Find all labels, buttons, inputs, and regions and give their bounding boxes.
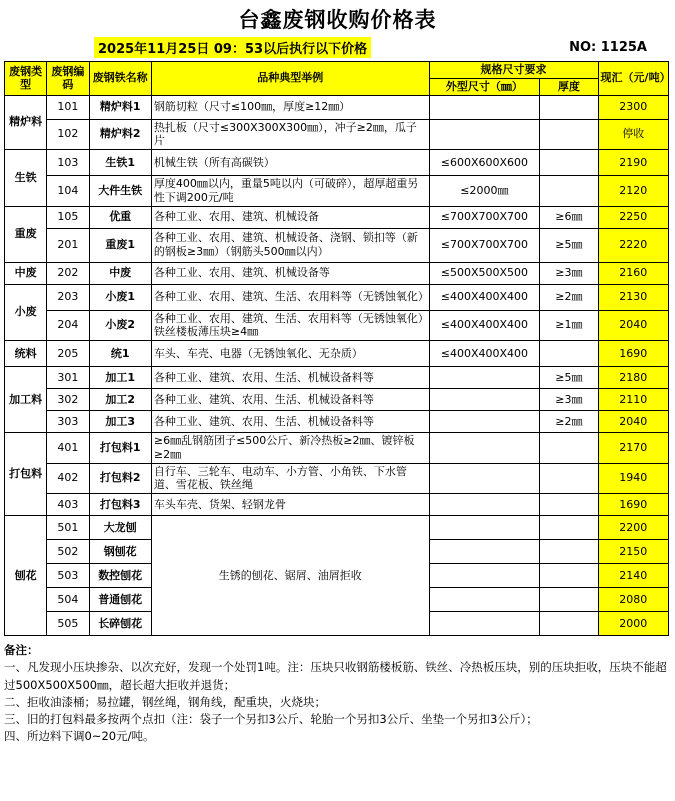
cell-outer-size: [429, 564, 540, 588]
cell-price: 2250: [598, 206, 668, 228]
date-bar: [0, 37, 675, 61]
price-table: [4, 61, 669, 636]
table-row: [5, 206, 669, 228]
note-item: 三、旧的打包料最多按两个点扣（注：袋子一个另扣3公斤、轮胎一个另扣3公斤、坐垫一个另扣3公斤）；: [4, 712, 538, 726]
cell-price: 2040: [598, 411, 668, 433]
header-name: 废钢铁名称: [89, 62, 151, 96]
cell-example: 钢筋切粒（尺寸≤100㎜，厚度≥12㎜）: [151, 95, 429, 119]
cell-code: 402: [47, 463, 89, 494]
notes-label: 备注：: [4, 643, 39, 657]
cell-price: 2300: [598, 95, 668, 119]
cell-outer-size: ≤400X400X400: [429, 310, 540, 341]
cell-price: 2220: [598, 228, 668, 262]
cell-category: 小废: [5, 284, 47, 341]
cell-category: 生铁: [5, 150, 47, 207]
cell-price: 2140: [598, 564, 668, 588]
cell-thickness: [540, 540, 598, 564]
table-row: [5, 463, 669, 494]
cell-code: 202: [47, 262, 89, 284]
table-row: [5, 310, 669, 341]
cell-name: 加工3: [89, 411, 151, 433]
table-row: [5, 119, 669, 150]
cell-thickness: ≥3㎜: [540, 389, 598, 411]
cell-name: 小废2: [89, 310, 151, 341]
cell-name: 加工1: [89, 367, 151, 389]
cell-code: 302: [47, 389, 89, 411]
cell-example: ≥6㎜乱钢筋团子≤500公斤、新冷热板≥2㎜、镀锌板≥2㎜: [151, 433, 429, 464]
cell-code: 101: [47, 95, 89, 119]
table-row: [5, 95, 669, 119]
table-row: [5, 433, 669, 464]
cell-code: 403: [47, 494, 89, 516]
effective-date-banner: 2025年11月25日 09：53以后执行以下价格: [94, 37, 371, 58]
cell-code: 204: [47, 310, 89, 341]
table-row: [5, 411, 669, 433]
table-row: [5, 176, 669, 207]
cell-code: 102: [47, 119, 89, 150]
table-row: [5, 228, 669, 262]
cell-outer-size: ≤600X600X600: [429, 150, 540, 176]
cell-name: 钢刨花: [89, 540, 151, 564]
cell-example: 车头车壳、货架、轻钢龙骨: [151, 494, 429, 516]
cell-thickness: ≥3㎜: [540, 262, 598, 284]
cell-price: 2000: [598, 612, 668, 636]
cell-thickness: [540, 433, 598, 464]
cell-price: 2150: [598, 540, 668, 564]
cell-price: 2110: [598, 389, 668, 411]
cell-name: 精炉料2: [89, 119, 151, 150]
header-spec-group: 规格尺寸要求: [429, 62, 598, 79]
table-header-row: [5, 62, 669, 79]
note-item: 二、拒收油漆桶；易拉罐，钢丝绳，钢角线，配重块，火烧块；: [4, 694, 326, 709]
cell-category: 精炉料: [5, 95, 47, 150]
notes-block: [4, 642, 671, 746]
cell-outer-size: ≤700X700X700: [429, 206, 540, 228]
header-outer-size: 外型尺寸（㎜）: [429, 78, 540, 95]
cell-name: 精炉料1: [89, 95, 151, 119]
cell-price: 2190: [598, 150, 668, 176]
cell-example: 各种工业、建筑、农用、生活、机械设备料等: [151, 411, 429, 433]
cell-thickness: [540, 463, 598, 494]
cell-outer-size: ≤700X700X700: [429, 228, 540, 262]
cell-example: 车头、车壳、电器（无锈蚀氧化、无杂质）: [151, 341, 429, 367]
table-row: [5, 516, 669, 540]
cell-code: 501: [47, 516, 89, 540]
cell-outer-size: ≤2000㎜: [429, 176, 540, 207]
cell-price: 2130: [598, 284, 668, 310]
cell-thickness: [540, 95, 598, 119]
cell-price: 2120: [598, 176, 668, 207]
cell-outer-size: [429, 119, 540, 150]
cell-example: 厚度400㎜以内，重量5吨以内（可破碎），超厚超重另性下调200元/吨: [151, 176, 429, 207]
cell-example: 各种工业、建筑、农用、生活、机械设备料等: [151, 367, 429, 389]
cell-example: 各种工业、建筑、农用、生活、机械设备料等: [151, 389, 429, 411]
cell-example: 各种工业、农用、建筑、生活、农用料等（无锈蚀氧化）: [151, 284, 429, 310]
cell-thickness: ≥5㎜: [540, 228, 598, 262]
cell-code: 503: [47, 564, 89, 588]
cell-outer-size: [429, 433, 540, 464]
cell-name: 长碎刨花: [89, 612, 151, 636]
cell-code: 301: [47, 367, 89, 389]
cell-code: 205: [47, 341, 89, 367]
header-thickness: 厚度: [540, 78, 598, 95]
cell-code: 201: [47, 228, 89, 262]
document-number: NO: 1125A: [569, 40, 647, 55]
cell-thickness: [540, 176, 598, 207]
cell-name: 大件生铁: [89, 176, 151, 207]
cell-outer-size: [429, 540, 540, 564]
cell-thickness: [540, 612, 598, 636]
cell-name: 加工2: [89, 389, 151, 411]
cell-price: 1690: [598, 341, 668, 367]
cell-price: 2170: [598, 433, 668, 464]
header-price-line1: 现汇（元/吨）: [600, 71, 671, 85]
cell-name: 中废: [89, 262, 151, 284]
table-row: [5, 494, 669, 516]
table-row: [5, 389, 669, 411]
cell-name: 数控刨花: [89, 564, 151, 588]
table-body: [5, 95, 669, 636]
cell-outer-size: [429, 612, 540, 636]
cell-price: 2200: [598, 516, 668, 540]
cell-thickness: [540, 564, 598, 588]
cell-example: 各种工业、农用、建筑、机械设备等: [151, 262, 429, 284]
table-row: [5, 150, 669, 176]
cell-example: 机械生铁（所有高碳铁）: [151, 150, 429, 176]
cell-example: 热扎板（尺寸≤300X300X300㎜），冲子≥2㎜，瓜子片: [151, 119, 429, 150]
cell-price: 1690: [598, 494, 668, 516]
cell-price: 2040: [598, 310, 668, 341]
cell-example: 生锈的刨花、锯屑、油屑拒收: [151, 516, 429, 636]
cell-outer-size: [429, 95, 540, 119]
note-item: 四、所边料下调0~20元/吨。: [4, 729, 155, 744]
cell-example: 自行车、三轮车、电动车、小方管、小角铁、下水管道、雪花板、铁丝绳: [151, 463, 429, 494]
cell-thickness: [540, 588, 598, 612]
cell-price: 1940: [598, 463, 668, 494]
table-row: [5, 284, 669, 310]
cell-thickness: [540, 494, 598, 516]
cell-code: 104: [47, 176, 89, 207]
cell-name: 优重: [89, 206, 151, 228]
note-item: 一、凡发现小压块掺杂、以次充好，发现一个处罚1吨。注：压块只收钢筋楼板筋、铁丝、冷热板压块，别的压块拒收，压块不能超过500X500X500㎜，超长超大拒收并退货；: [4, 660, 667, 692]
cell-name: 小废1: [89, 284, 151, 310]
cell-name: 统1: [89, 341, 151, 367]
cell-code: 203: [47, 284, 89, 310]
cell-price: 2160: [598, 262, 668, 284]
cell-thickness: ≥2㎜: [540, 284, 598, 310]
cell-name: 大龙刨: [89, 516, 151, 540]
cell-price: 2080: [598, 588, 668, 612]
cell-thickness: [540, 341, 598, 367]
cell-name: 打包料3: [89, 494, 151, 516]
cell-price: 停收: [598, 119, 668, 150]
table-row: [5, 341, 669, 367]
cell-category: 打包料: [5, 433, 47, 516]
cell-name: 生铁1: [89, 150, 151, 176]
table-row: [5, 262, 669, 284]
cell-category: 加工料: [5, 367, 47, 433]
header-category: 废钢类型: [5, 62, 47, 96]
cell-code: 103: [47, 150, 89, 176]
cell-thickness: ≥5㎜: [540, 367, 598, 389]
header-example: 品种典型举例: [151, 62, 429, 96]
cell-price: 2180: [598, 367, 668, 389]
cell-name: 打包料2: [89, 463, 151, 494]
cell-code: 502: [47, 540, 89, 564]
cell-name: 普通刨花: [89, 588, 151, 612]
cell-outer-size: ≤400X400X400: [429, 341, 540, 367]
cell-outer-size: ≤400X400X400: [429, 284, 540, 310]
cell-outer-size: ≤500X500X500: [429, 262, 540, 284]
cell-code: 505: [47, 612, 89, 636]
cell-thickness: ≥6㎜: [540, 206, 598, 228]
cell-code: 401: [47, 433, 89, 464]
cell-thickness: [540, 150, 598, 176]
cell-thickness: [540, 119, 598, 150]
header-price: [598, 62, 671, 96]
cell-example: 各种工业、农用、建筑、机械设备: [151, 206, 429, 228]
cell-outer-size: [429, 588, 540, 612]
cell-code: 504: [47, 588, 89, 612]
cell-category: 中废: [5, 262, 47, 284]
cell-outer-size: [429, 411, 540, 433]
cell-example: 各种工业、农用、建筑、生活、农用料等（无锈蚀氧化）铁丝楼板薄压块≥4㎜: [151, 310, 429, 341]
cell-code: 303: [47, 411, 89, 433]
cell-outer-size: [429, 367, 540, 389]
cell-name: 打包料1: [89, 433, 151, 464]
page-title: 台鑫废钢收购价格表: [238, 7, 437, 32]
cell-thickness: ≥1㎜: [540, 310, 598, 341]
cell-example: 各种工业、农用、建筑、机械设备、浇钢、锁扣等（新的钢板≥3㎜）（钢筋头500㎜以内）: [151, 228, 429, 262]
table-row: [5, 367, 669, 389]
cell-outer-size: [429, 463, 540, 494]
cell-category: 重废: [5, 206, 47, 262]
cell-thickness: ≥2㎜: [540, 411, 598, 433]
header-code: 废钢编码: [47, 62, 89, 96]
cell-outer-size: [429, 494, 540, 516]
cell-outer-size: [429, 389, 540, 411]
cell-name: 重废1: [89, 228, 151, 262]
cell-code: 105: [47, 206, 89, 228]
cell-outer-size: [429, 516, 540, 540]
cell-category: 刨花: [5, 516, 47, 636]
cell-category: 统料: [5, 341, 47, 367]
cell-thickness: [540, 516, 598, 540]
